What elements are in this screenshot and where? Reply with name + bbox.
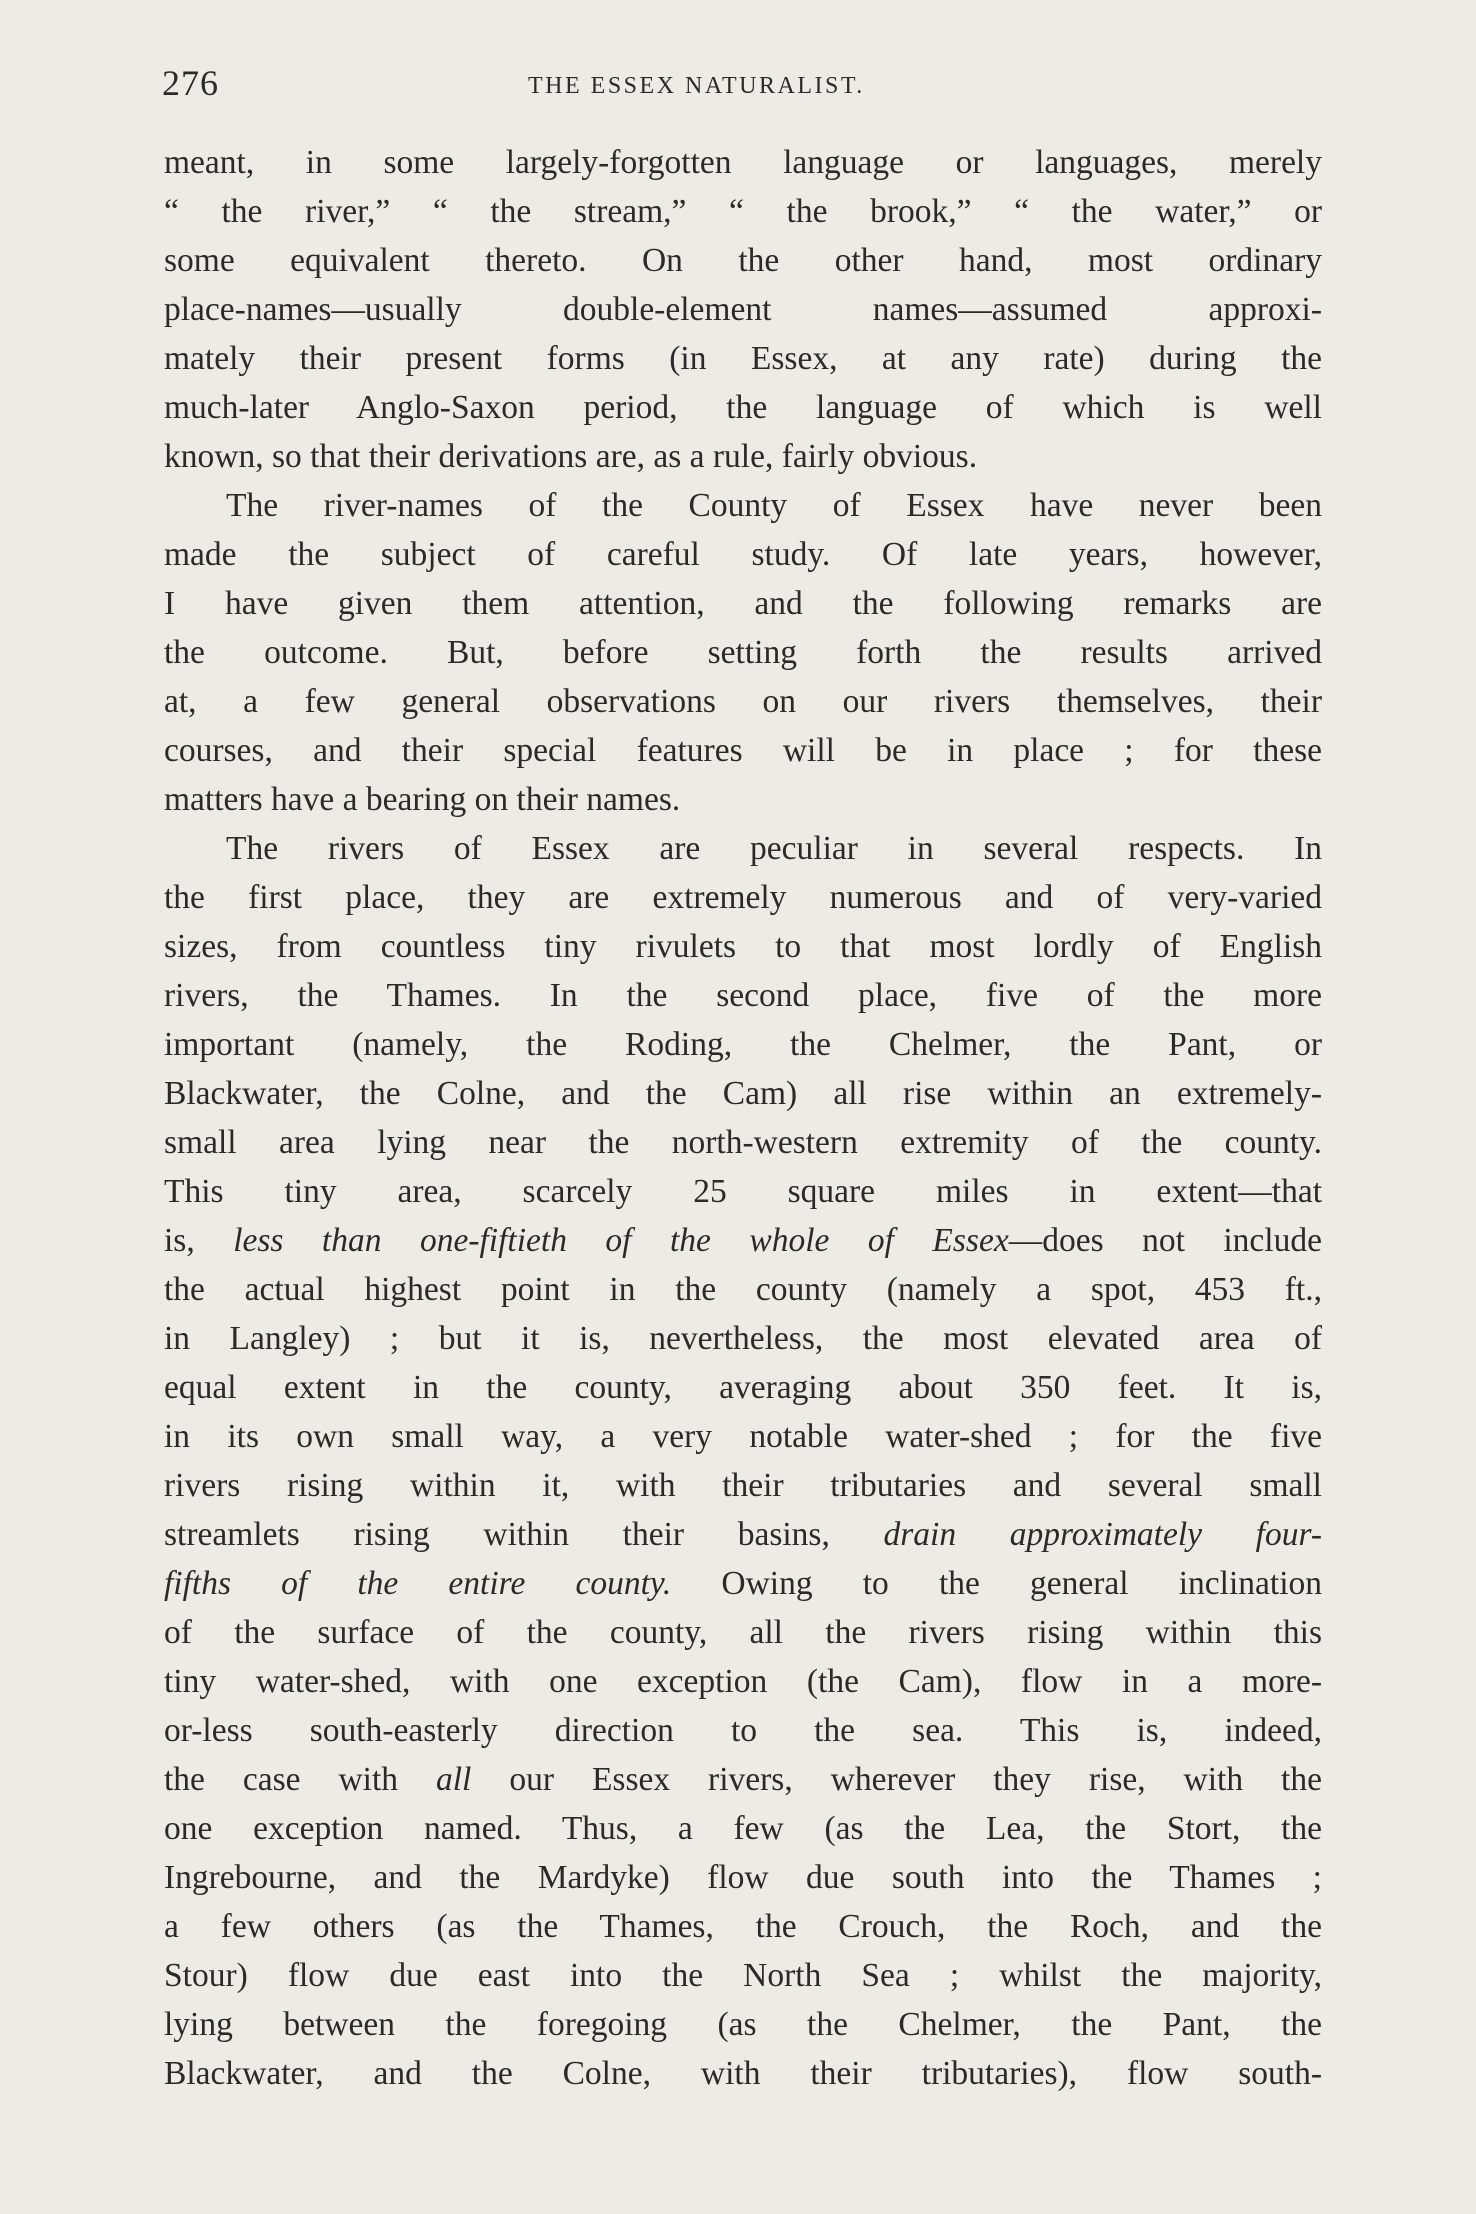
line-text: lying between the foregoing (as the Chelmer, the Pant, the [164,2006,1322,2043]
text-line [164,971,1322,1020]
running-head [158,58,1328,108]
line-text: the first place, they are extremely numerous and of very-varied [164,879,1322,916]
line-text: This tiny area, scarcely 25 square miles in extent—that [164,1173,1322,1210]
text-line [164,285,1322,334]
text-line [164,2000,1322,2049]
line-text: small area lying near the north-western extremity of the county. [164,1124,1322,1161]
text-line [164,1118,1322,1167]
line-text: Ingrebourne, and the Mardyke) flow due south into the Thames ; [164,1859,1322,1896]
italic-text: fifths of the entire county. [164,1565,672,1602]
text-line [164,1608,1322,1657]
text-line [164,138,1322,187]
text-line [164,1216,1322,1265]
text-line [164,481,1322,530]
line-text: Stour) flow due east into the North Sea ; whilst the majority, [164,1957,1322,1994]
text-line [164,1167,1322,1216]
line-text: one exception named. Thus, a few (as the Lea, the Stort, the [164,1810,1322,1847]
line-text: the actual highest point in the county (namely a spot, 453 ft., [164,1271,1322,1308]
line-text: courses, and their special features will be in place ; for these [164,732,1322,769]
line-text: sizes, from countless tiny rivulets to that most lordly of English [164,928,1322,965]
italic-text: drain approximately four- [883,1516,1322,1553]
page-number: 276 [162,63,219,103]
line-text: matters have a bearing on their names. [164,781,681,818]
body-text [164,138,1322,2098]
line-text: made the subject of careful study. Of late years, however, [164,536,1322,573]
line-text: the outcome. But, before setting forth the results arrived [164,634,1322,671]
line-text: “ the river,” “ the stream,” “ the brook,” “ the water,” or [164,193,1322,230]
line-text: meant, in some largely-forgotten language or languages, merely [164,144,1322,181]
line-text: I have given them attention, and the following remarks are [164,585,1322,622]
line-text: or-less south-easterly direction to the sea. This is, indeed, [164,1712,1322,1749]
line-text: rivers rising within it, with their tributaries and several small [164,1467,1322,1504]
line-text: our Essex rivers, wherever they rise, with the [471,1761,1322,1798]
text-line [164,775,1322,824]
text-line [164,824,1322,873]
line-text: important (namely, the Roding, the Chelmer, the Pant, or [164,1026,1322,1063]
text-line [164,1265,1322,1314]
line-text: The rivers of Essex are peculiar in several respects. In [226,830,1322,867]
italic-text: all [436,1761,472,1798]
text-line [164,1657,1322,1706]
text-line [164,334,1322,383]
line-text: mately their present forms (in Essex, at any rate) during the [164,340,1322,377]
line-text: Blackwater, the Colne, and the Cam) all rise within an extremely- [164,1075,1322,1112]
text-line [164,1069,1322,1118]
text-line [164,922,1322,971]
text-line [164,726,1322,775]
text-line [164,1412,1322,1461]
line-text: known, so that their derivations are, as a rule, fairly obvious. [164,438,978,475]
line-text: The river-names of the County of Essex have never been [226,487,1322,524]
text-line [164,1559,1322,1608]
text-line [164,1706,1322,1755]
text-line [164,579,1322,628]
line-text: tiny water-shed, with one exception (the Cam), flow in a more- [164,1663,1322,1700]
text-line [164,873,1322,922]
text-line [164,187,1322,236]
text-line [164,677,1322,726]
text-line [164,1510,1322,1559]
line-text: a few others (as the Thames, the Crouch, the Roch, and the [164,1908,1322,1945]
text-line [164,1902,1322,1951]
text-line [164,1314,1322,1363]
line-text: in Langley) ; but it is, nevertheless, the most elevated area of [164,1320,1322,1357]
line-text: of the surface of the county, all the rivers rising within this [164,1614,1322,1651]
line-text: some equivalent thereto. On the other hand, most ordinary [164,242,1322,279]
text-line [164,1853,1322,1902]
line-text: much-later Anglo-Saxon period, the language of which is well [164,389,1322,426]
journal-title: THE ESSEX NATURALIST. [528,73,865,99]
text-line [164,236,1322,285]
italic-text: less than one-fiftieth of the whole of Essex [233,1222,1009,1259]
text-line [164,1804,1322,1853]
text-line [164,1020,1322,1069]
text-line [164,628,1322,677]
line-text: Owing to the general inclination [671,1565,1322,1602]
text-line [164,1363,1322,1412]
text-line [164,383,1322,432]
line-text: place-names—usually double-element names—assumed approxi- [164,291,1322,328]
line-text: streamlets rising within their basins, [164,1516,884,1553]
text-line [164,1461,1322,1510]
line-text: rivers, the Thames. In the second place, five of the more [164,977,1322,1014]
text-line [164,2049,1322,2098]
line-text: Blackwater, and the Colne, with their tributaries), flow south- [164,2055,1322,2092]
line-text: is, [164,1222,234,1259]
line-text: in its own small way, a very notable water-shed ; for the five [164,1418,1322,1455]
line-text: equal extent in the county, averaging about 350 feet. It is, [164,1369,1322,1406]
text-line [164,530,1322,579]
text-line [164,432,1322,481]
line-text: —does not include [1008,1222,1322,1259]
text-line [164,1755,1322,1804]
line-text: the case with [164,1761,436,1798]
line-text: at, a few general observations on our rivers themselves, their [164,683,1322,720]
text-line [164,1951,1322,2000]
